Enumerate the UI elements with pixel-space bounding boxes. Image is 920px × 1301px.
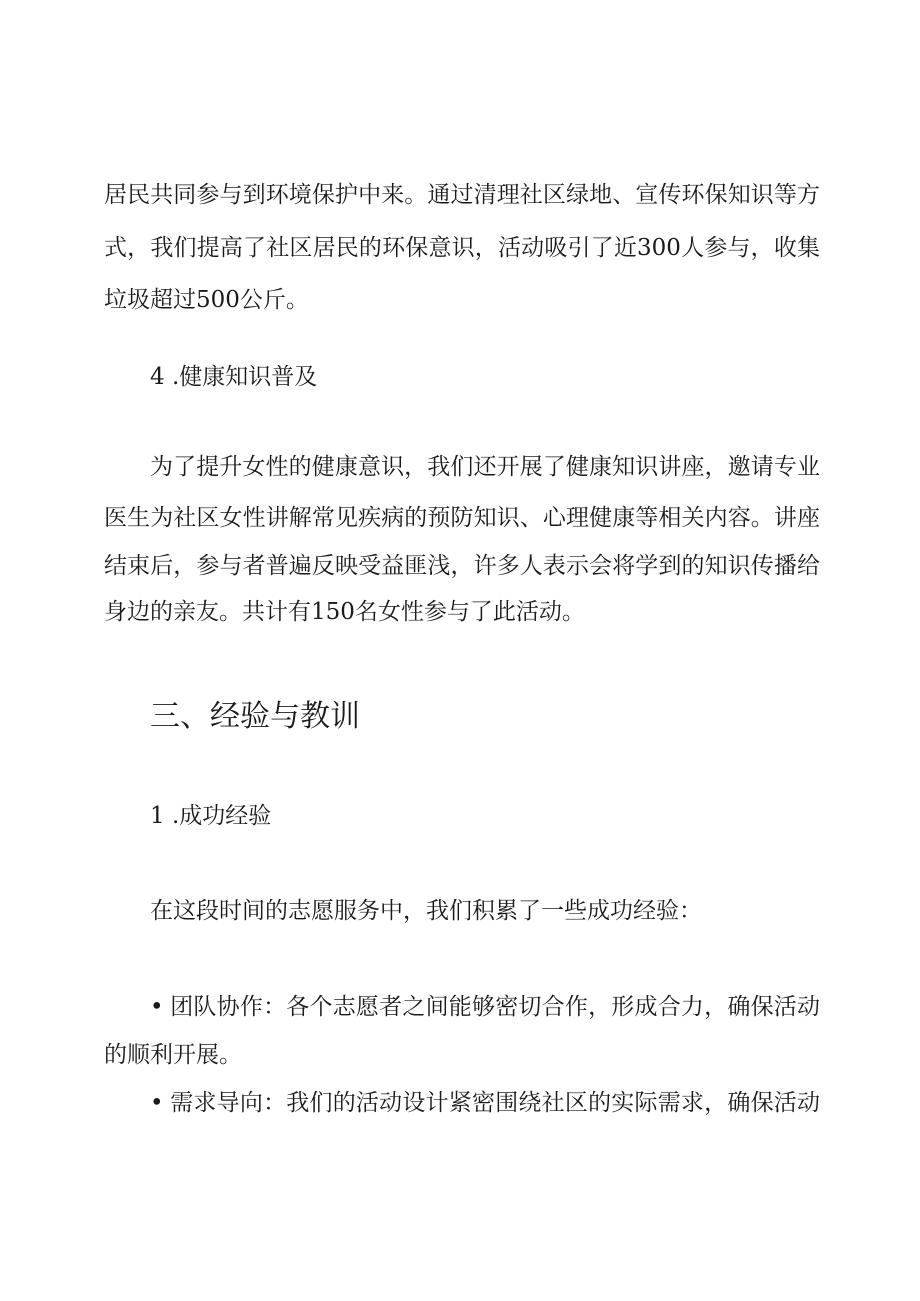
list-item-continuation: 的顺利开展。 [104, 1042, 242, 1068]
section-heading-health: 4 .健康知识普及 [150, 364, 318, 390]
list-item [150, 1088, 820, 1118]
paragraph-line: 垃圾超过500公斤。 [104, 287, 309, 313]
bullet-icon: • [150, 994, 164, 1020]
section-heading-success: 1 .成功经验 [150, 803, 272, 829]
paragraph-line: 为了提升女性的健康意识，我们还开展了健康知识讲座，邀请专业 [150, 454, 820, 480]
paragraph-line: 医生为社区女性讲解常见疾病的预防知识、心理健康等相关内容。讲座 [104, 505, 820, 531]
paragraph-line: 身边的亲友。共计有150名女性参与了此活动。 [104, 599, 585, 625]
bullet-icon: • [150, 1090, 164, 1116]
paragraph-line: 结束后，参与者普遍反映受益匪浅，许多人表示会将学到的知识传播给 [104, 553, 820, 579]
page-title: 三、经验与教训 [150, 699, 360, 734]
intro-text: 在这段时间的志愿服务中，我们积累了一些成功经验： [150, 898, 702, 924]
list-item [150, 992, 820, 1022]
list-item-text: 需求导向：我们的活动设计紧密围绕社区的实际需求，确保活动 [170, 1090, 820, 1116]
list-item-text: 团队协作：各个志愿者之间能够密切合作，形成合力，确保活动 [170, 994, 820, 1020]
paragraph-line: 式，我们提高了社区居民的环保意识，活动吸引了近300人参与，收集 [104, 235, 820, 261]
paragraph-line: 居民共同参与到环境保护中来。通过清理社区绿地、宣传环保知识等方 [104, 182, 820, 208]
